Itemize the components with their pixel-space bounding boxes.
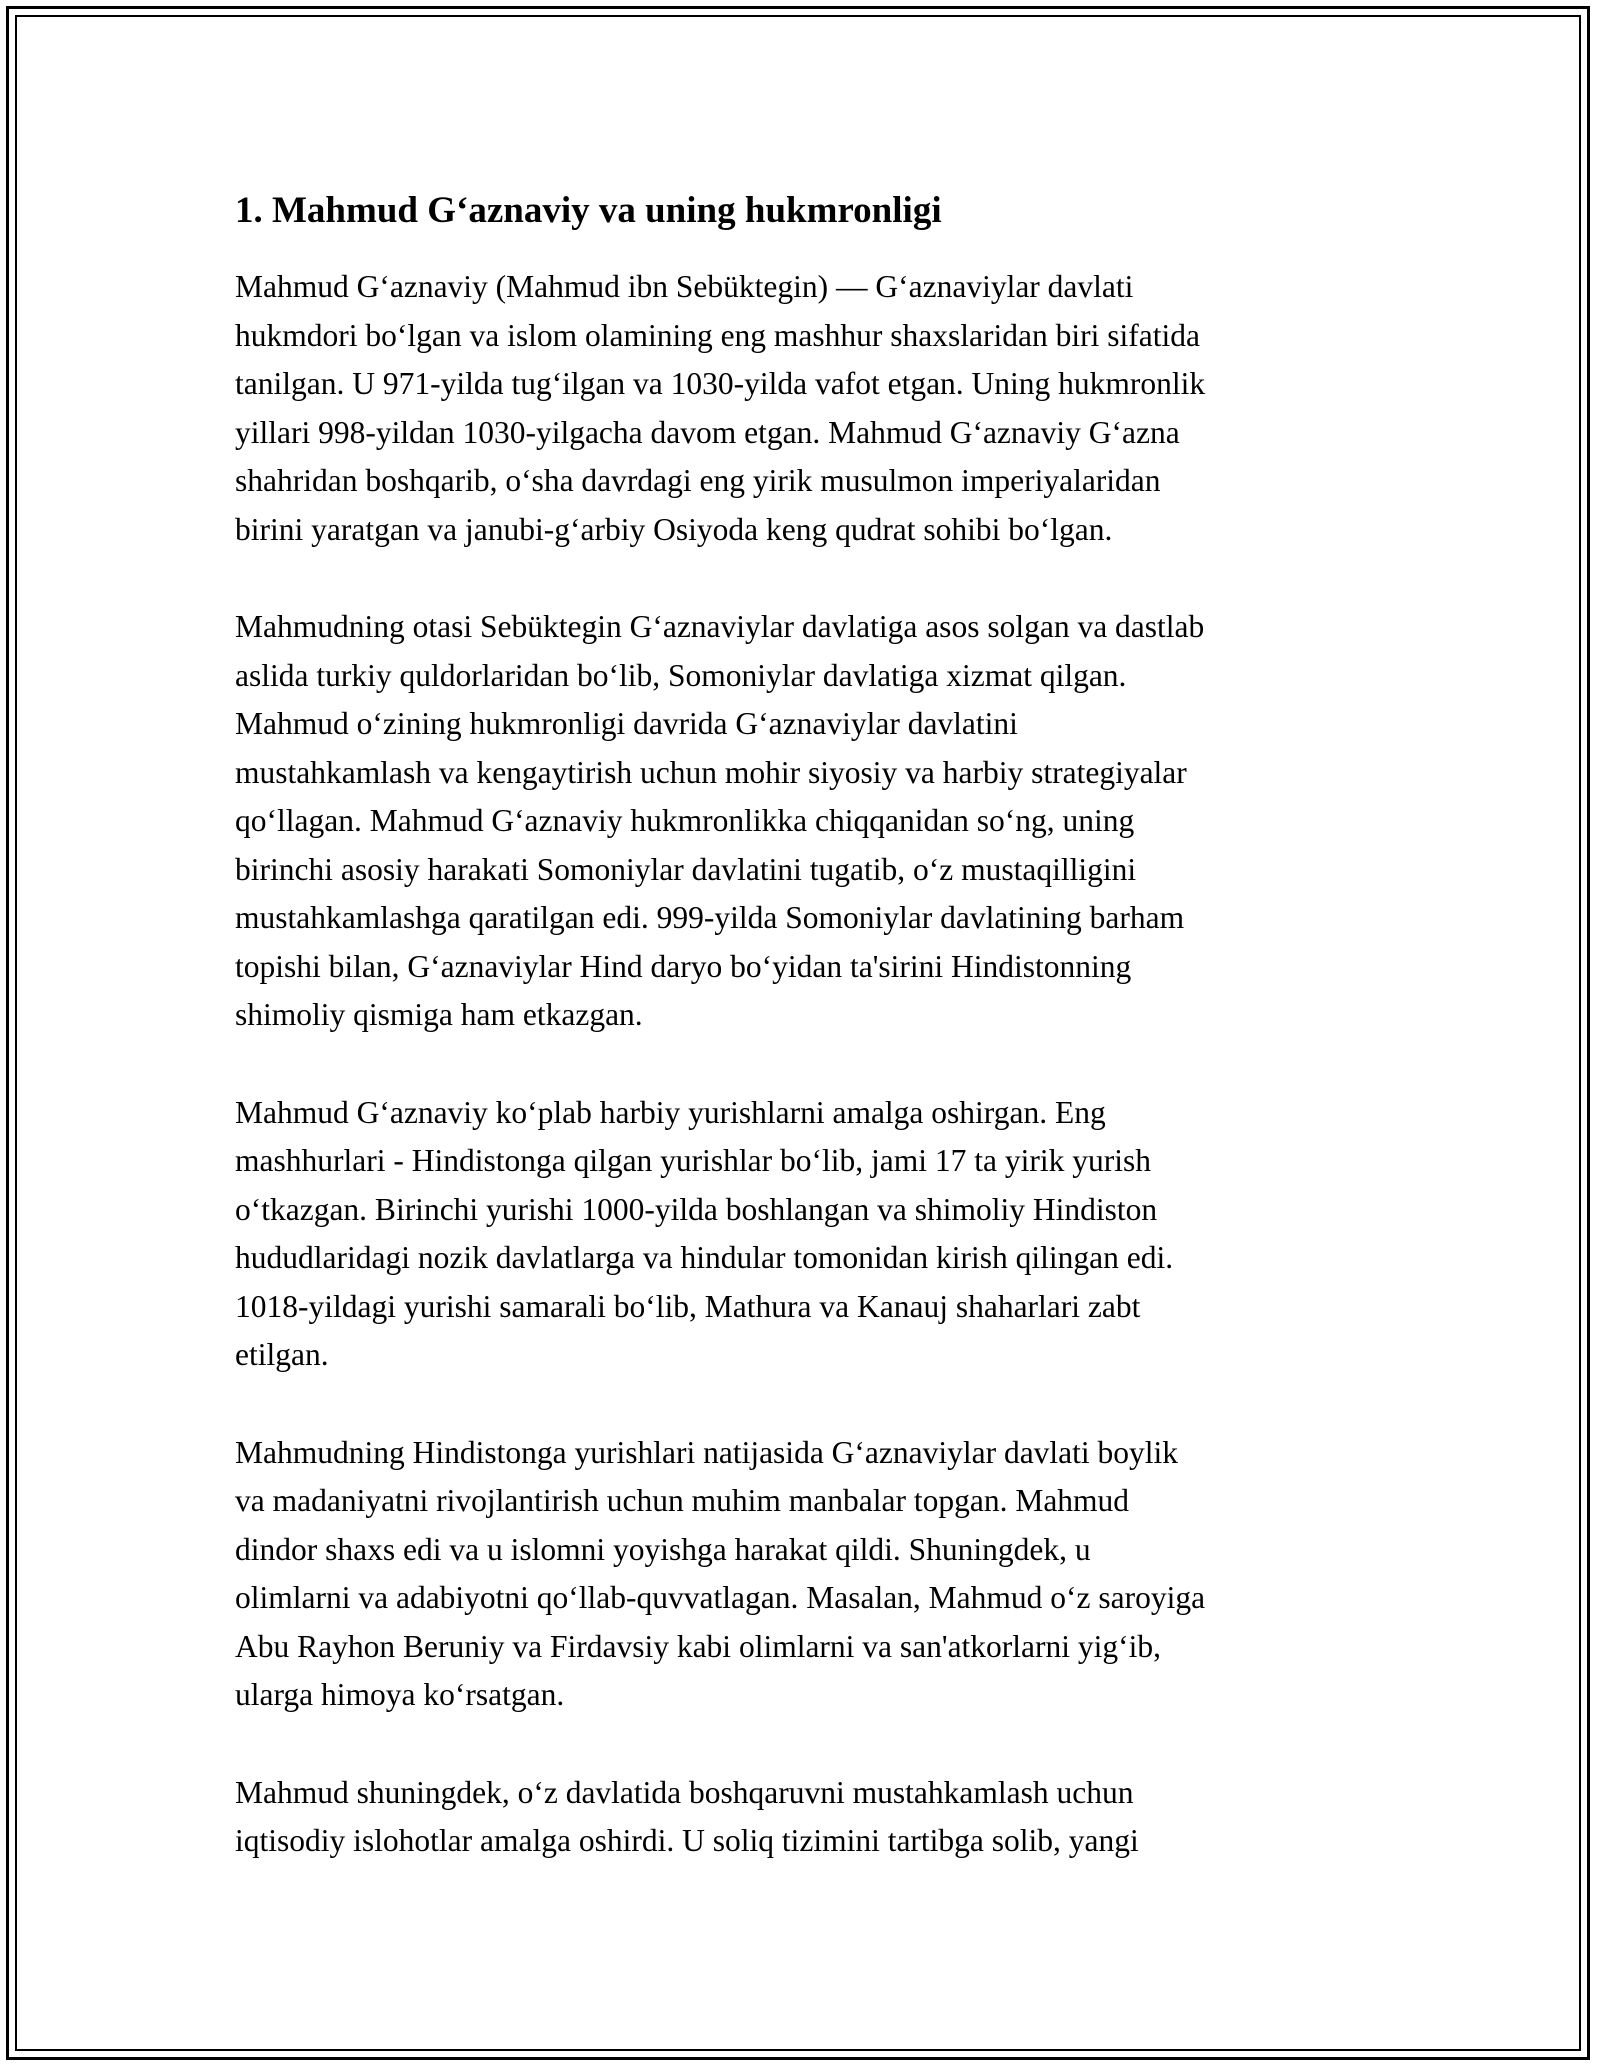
text-line: Mahmudning otasi Sebüktegin G‘aznaviylar davlatiga asos solgan va dastlab (235, 609, 1205, 644)
text-line: hududlaridagi nozik davlatlarga va hindular tomonidan kirish qilingan edi. (235, 1240, 1174, 1275)
text-line: shahridan boshqarib, o‘sha davrdagi eng yirik musulmon imperiyalaridan (235, 463, 1161, 498)
text-line: Abu Rayhon Beruniy va Firdavsiy kabi olimlarni va san'atkorlarni yig‘ib, (235, 1628, 1162, 1664)
text-line: yillari 998-yildan 1030-yilgacha davom etgan. Mahmud G‘aznaviy G‘azna (235, 414, 1180, 450)
text-line: mustahkamlash va kengaytirish uchun mohir siyosiy va harbiy strategiyalar (235, 754, 1187, 790)
text-line: mustahkamlashga qaratilgan edi. 999-yilda Somoniylar davlatining barham (235, 900, 1185, 935)
paragraph (235, 1429, 1375, 1720)
text-line: Mahmudning Hindistonga yurishlari natijasida G‘aznaviylar davlati boylik (235, 1434, 1179, 1470)
text-line: ularga himoya ko‘rsatgan. (235, 1677, 565, 1712)
text-line: mashhurlari - Hindistonga qilgan yurishlar bo‘lib, jami 17 ta yirik yurish (235, 1143, 1151, 1178)
text-line: hukmdori bo‘lgan va islom olamining eng mashhur shaxslaridan biri sifatida (235, 317, 1200, 353)
text-line: Mahmud G‘aznaviy ko‘plab harbiy yurishlarni amalga oshirgan. Eng (235, 1094, 1106, 1130)
text-line: Mahmud shuningdek, o‘z davlatida boshqaruvni mustahkamlash uchun (235, 1774, 1134, 1810)
paragraph (235, 263, 1375, 554)
text-line: birini yaratgan va janubi-g‘arbiy Osiyoda keng qudrat sohibi bo‘lgan. (235, 511, 1113, 547)
text-line: qo‘llagan. Mahmud G‘aznaviy hukmronlikka chiqqanidan so‘ng, uning (235, 803, 1135, 838)
text-line: shimoliy qismiga ham etkazgan. (235, 997, 643, 1032)
paragraph (235, 603, 1375, 1040)
text-line: tanilgan. U 971-yilda tug‘ilgan va 1030-yilda vafot etgan. Uning hukmronlik (235, 366, 1206, 401)
document-body (235, 187, 1375, 1915)
paragraph-list (235, 263, 1375, 1866)
text-line: 1018-yildagi yurishi samarali bo‘lib, Mathura va Kanauj shaharlari zabt (235, 1288, 1141, 1324)
text-line: birinchi asosiy harakati Somoniylar davlatini tugatib, o‘z mustaqilligini (235, 851, 1137, 887)
paragraph (235, 1769, 1375, 1866)
section-heading: 1. Mahmud G‘aznaviy va uning hukmronligi (235, 190, 942, 231)
text-line: etilgan. (235, 1337, 329, 1372)
paragraph (235, 1089, 1375, 1380)
text-line: Mahmud o‘zining hukmronligi davrida G‘aznaviylar davlatini (235, 706, 1018, 741)
text-line: olimlarni va adabiyotni qo‘llab-quvvatlagan. Masalan, Mahmud o‘z saroyiga (235, 1580, 1206, 1615)
text-line: topishi bilan, G‘aznaviylar Hind daryo bo‘yidan ta'sirini Hindistonning (235, 948, 1132, 984)
text-line: va madaniyatni rivojlantirish uchun muhim manbalar topgan. Mahmud (235, 1483, 1130, 1518)
text-line: dindor shaxs edi va u islomni yoyishga harakat qildi. Shuningdek, u (235, 1531, 1091, 1567)
text-line: iqtisodiy islohotlar amalga oshirdi. U soliq tizimini tartibga solib, yangi (235, 1823, 1139, 1858)
text-line: aslida turkiy quldorlaridan bo‘lib, Somoniylar davlatiga xizmat qilgan. (235, 657, 1127, 693)
text-line: Mahmud G‘aznaviy (Mahmud ibn Sebüktegin) — G‘aznaviylar davlati (235, 269, 1134, 304)
text-line: o‘tkazgan. Birinchi yurishi 1000-yilda boshlangan va shimoliy Hindiston (235, 1191, 1158, 1227)
